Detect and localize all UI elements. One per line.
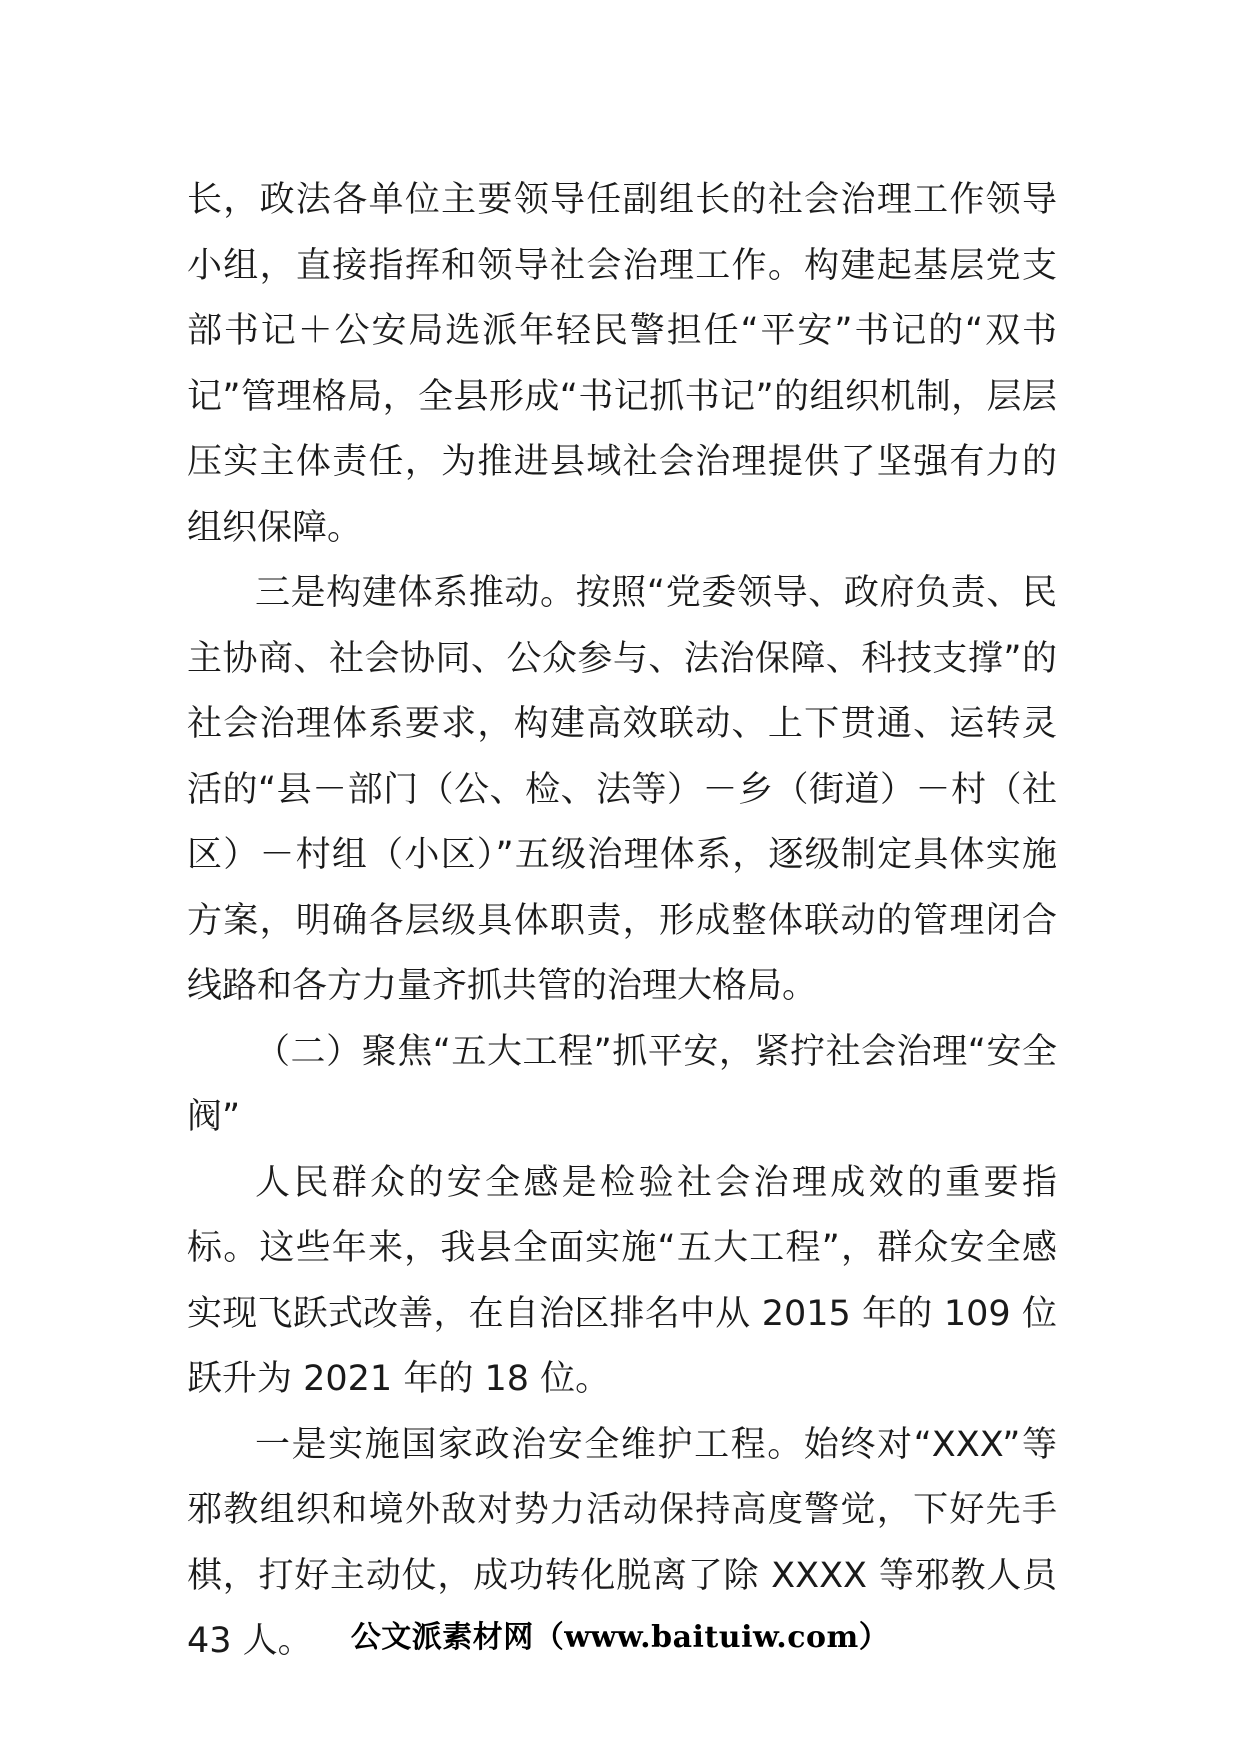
section-heading: （二）聚焦“五大工程”抓平安，紧拧社会治理“安全阀” (187, 1031, 1057, 1137)
paragraph-safety-sense: 人民群众的安全感是检验社会治理成效的重要指标。这些年来，我县全面实施“五大工程”，群众安全感实现飞跃式改善，在自治区排名中从 2015 年的 109 位跃升为 2021 年的 18 位。 (187, 1162, 1057, 1399)
document-body (187, 168, 1057, 1675)
paragraph-system-building: 三是构建体系推动。按照“党委领导、政府负责、民主协商、社会协同、公众参与、法治保障、科技支撑”的社会治理体系要求，构建高效联动、上下贯通、运转灵活的“县－部门（公、检、法等）－乡（街道）－村（社区）－村组（小区）”五级治理体系，逐级制定具体实施方案，明确各层级具体职责，形成整体联动的管理闭合线路和各方力量齐抓共管的治理大格局。 (187, 573, 1057, 1006)
footer-watermark: 公文派素材网（www.baituiw.com） (350, 1620, 890, 1655)
paragraph-continuation: 长，政法各单位主要领导任副组长的社会治理工作领导小组，直接指挥和领导社会治理工作。构建起基层党支部书记＋公安局选派年轻民警担任“平安”书记的“双书记”管理格局，全县形成“书记抓书记”的组织机制，层层压实主体责任，为推进县域社会治理提供了坚强有力的组织保障。 (187, 180, 1057, 548)
paragraph-political-security: 一是实施国家政治安全维护工程。始终对“XXX”等邪教组织和境外敌对势力活动保持高度警觉，下好先手棋，打好主动仗，成功转化脱离了除 XXXX 等邪教人员 43 人。 (187, 1424, 1057, 1661)
